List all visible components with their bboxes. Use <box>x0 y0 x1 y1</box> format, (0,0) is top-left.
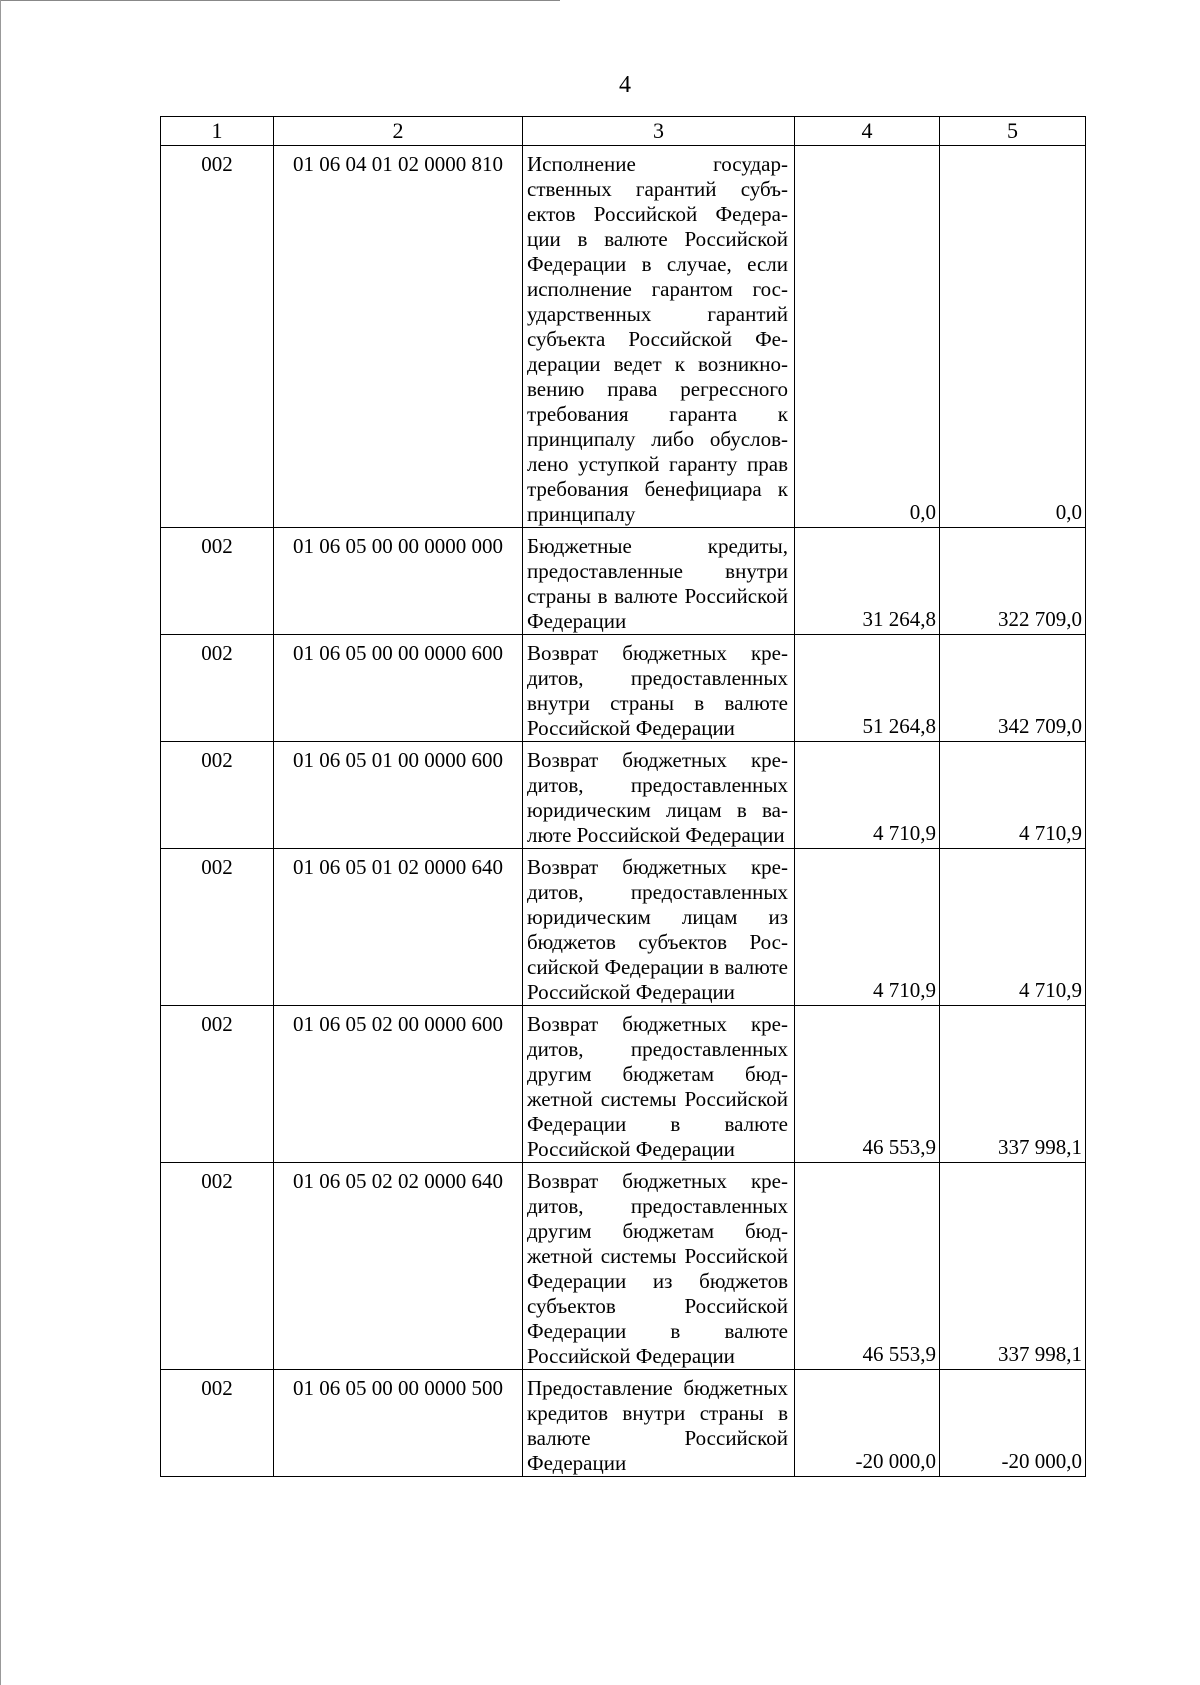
amount-col4-cell: 31 264,8 <box>795 528 940 635</box>
admin-code-cell: 002 <box>161 1006 274 1163</box>
table-row <box>161 742 1086 849</box>
table-row <box>161 146 1086 528</box>
classification-code-cell: 01 06 05 02 00 0000 600 <box>274 1006 523 1163</box>
classification-code-cell: 01 06 04 01 02 0000 810 <box>274 146 523 528</box>
table-row <box>161 1370 1086 1477</box>
amount-col5-cell: 4 710,9 <box>940 742 1086 849</box>
page-number: 4 <box>619 72 631 98</box>
amount-col5-cell: 0,0 <box>940 146 1086 528</box>
table-header-row <box>161 117 1086 146</box>
budget-sources-table <box>160 116 1086 1477</box>
amount-col4-cell: 46 553,9 <box>795 1163 940 1370</box>
amount-col4-cell: 46 553,9 <box>795 1006 940 1163</box>
classification-code-cell: 01 06 05 00 00 0000 000 <box>274 528 523 635</box>
description-cell: Возврат бюджетных кредитов, предоставленных юридическим лицам в валюте Российской Федерации <box>523 742 795 849</box>
column-header: 5 <box>940 117 1086 146</box>
amount-col5-cell: 337 998,1 <box>940 1006 1086 1163</box>
amount-col4-cell: 0,0 <box>795 146 940 528</box>
amount-col4-cell: 4 710,9 <box>795 742 940 849</box>
description-cell: Предоставление бюджетных кредитов внутри страны в валюте Российской Федерации <box>523 1370 795 1477</box>
admin-code-cell: 002 <box>161 1370 274 1477</box>
admin-code-cell: 002 <box>161 528 274 635</box>
description-cell: Возврат бюджетных кредитов, предоставленных другим бюджетам бюджетной системы Российской Федерации из бюджетов субъектов Российской Федерации в валюте Российской Федерации <box>523 1163 795 1370</box>
description-cell: Возврат бюджетных кредитов, предоставленных другим бюджетам бюджетной системы Российской Федерации в валюте Российской Федерации <box>523 1006 795 1163</box>
amount-col4-cell: 51 264,8 <box>795 635 940 742</box>
admin-code-cell: 002 <box>161 742 274 849</box>
amount-col5-cell: 4 710,9 <box>940 849 1086 1006</box>
classification-code-cell: 01 06 05 02 02 0000 640 <box>274 1163 523 1370</box>
amount-col5-cell: 337 998,1 <box>940 1163 1086 1370</box>
table-row <box>161 1163 1086 1370</box>
scan-edge-top <box>0 0 560 1</box>
classification-code-cell: 01 06 05 01 02 0000 640 <box>274 849 523 1006</box>
column-header: 4 <box>795 117 940 146</box>
classification-code-cell: 01 06 05 00 00 0000 600 <box>274 635 523 742</box>
description-cell: Бюджетные кредиты, предоставленные внутри страны в валюте Российской Федерации <box>523 528 795 635</box>
table-row <box>161 528 1086 635</box>
amount-col4-cell: 4 710,9 <box>795 849 940 1006</box>
column-header: 3 <box>523 117 795 146</box>
amount-col5-cell: -20 000,0 <box>940 1370 1086 1477</box>
classification-code-cell: 01 06 05 01 00 0000 600 <box>274 742 523 849</box>
amount-col5-cell: 342 709,0 <box>940 635 1086 742</box>
description-cell: Возврат бюджетных кредитов, предоставленных юридическим лицам из бюджетов субъектов Российской Федерации в валюте Российской Федерации <box>523 849 795 1006</box>
amount-col4-cell: -20 000,0 <box>795 1370 940 1477</box>
column-header: 1 <box>161 117 274 146</box>
scan-edge-left <box>0 0 1 1685</box>
table-row <box>161 635 1086 742</box>
table-row <box>161 849 1086 1006</box>
column-header: 2 <box>274 117 523 146</box>
admin-code-cell: 002 <box>161 849 274 1006</box>
table-row <box>161 1006 1086 1163</box>
amount-col5-cell: 322 709,0 <box>940 528 1086 635</box>
description-cell: Возврат бюджетных кредитов, предоставленных внутри страны в валюте Российской Федерации <box>523 635 795 742</box>
classification-code-cell: 01 06 05 00 00 0000 500 <box>274 1370 523 1477</box>
admin-code-cell: 002 <box>161 635 274 742</box>
admin-code-cell: 002 <box>161 1163 274 1370</box>
description-cell: Исполнение государственных гарантий субъектов Российской Федерации в валюте Российской Федерации в случае, если исполнение гарантом государственных гарантий субъекта Российской Федерации ведет к возникновению права регрессного требования гаранта к принципалу либо обусловлено уступкой гаранту прав требования бенефициара к принципалу <box>523 146 795 528</box>
admin-code-cell: 002 <box>161 146 274 528</box>
